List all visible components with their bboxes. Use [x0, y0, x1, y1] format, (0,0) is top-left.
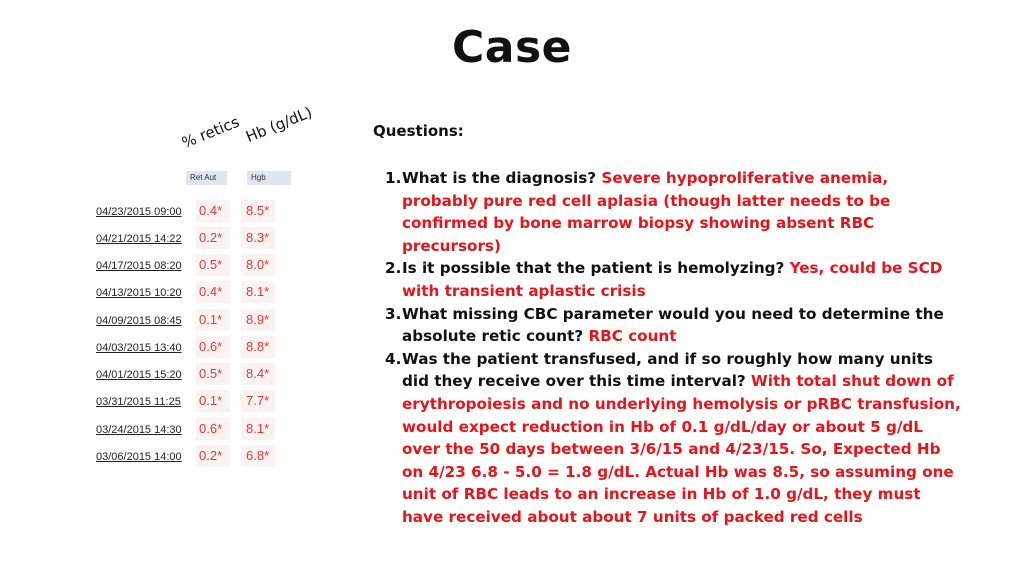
question-number: 3.: [385, 304, 402, 323]
ret-value: 0.2*: [199, 448, 223, 463]
result-date-link[interactable]: 04/13/2015 10:20: [96, 287, 182, 299]
answer-text: RBC count: [588, 327, 677, 346]
hgb-value: 8.9*: [246, 312, 270, 327]
result-date-link[interactable]: 03/31/2015 11:25: [96, 396, 181, 408]
ret-value: 0.4*: [199, 284, 223, 299]
result-date-link[interactable]: 04/21/2015 14:22: [96, 233, 182, 245]
slide-title: Case: [451, 22, 572, 73]
answer-text: Severe hypoproliferative anemia, probably pure red cell aplasia (though latter needs to be confirmed by bone marrow biopsy showing absent RBC precursors): [402, 169, 891, 255]
hgb-header: Hgb: [247, 171, 291, 185]
question-text: Was the patient transfused, and if so roughly how many units did they receive over this time interval?: [402, 349, 933, 391]
ret-value: 0.5*: [199, 257, 223, 272]
hb-column-label: Hb (g/dL): [243, 103, 315, 146]
result-date-link[interactable]: 04/23/2015 09:00: [96, 206, 182, 218]
ret-value: 0.6*: [199, 339, 223, 354]
question-text: What is the diagnosis?: [402, 169, 602, 187]
hgb-value: 8.5*: [246, 203, 270, 218]
result-date-link[interactable]: 03/06/2015 14:00: [96, 451, 182, 463]
result-date-link[interactable]: 04/03/2015 13:40: [96, 342, 182, 354]
hgb-value: 8.0*: [246, 257, 270, 272]
hgb-value: 6.8*: [246, 448, 270, 463]
question-number: 2.: [385, 259, 402, 278]
result-date-link[interactable]: 04/09/2015 08:45: [96, 315, 182, 327]
question-text: Is it possible that the patient is hemolyzing?: [402, 259, 790, 278]
ret-value: 0.2*: [199, 230, 223, 245]
hgb-value: 7.7*: [246, 393, 270, 408]
ret-value: 0.1*: [199, 393, 223, 408]
ret-value: 0.4*: [199, 203, 223, 218]
result-date-link[interactable]: 03/24/2015 14:30: [96, 424, 182, 436]
question-number: 1.: [385, 169, 402, 187]
answer-text: With total shut down of erythropoiesis and no underlying hemolysis or pRBC transfusion, would expect reduction in Hb of 0.1 g/dL/day or about 5 g/dL over the 50 days between 3/6/15 and 4/23/15. So, Expected Hb on 4/23 6.8 - 5.0 = 1.8 g/dL. Actual Hb was 8.5, so assuming one unit of RBC leads to an increase in Hb of 1.0 g/dL, they must have received about about 7 units of packed red cells: [402, 372, 961, 526]
question-text: What missing CBC parameter would you need to determine the absolute retic count?: [402, 304, 944, 346]
hgb-value: 8.1*: [246, 284, 270, 299]
hgb-value: 8.8*: [246, 339, 270, 354]
result-date-link[interactable]: 04/01/2015 15:20: [96, 369, 182, 381]
ret-aut-header: Ret Aut: [186, 171, 227, 185]
question-item: [385, 257, 965, 302]
questions-heading: Questions:: [373, 122, 464, 140]
ret-value: 0.1*: [199, 312, 223, 327]
hgb-value: 8.3*: [246, 230, 270, 245]
question-item: [385, 348, 965, 529]
result-date-link[interactable]: 04/17/2015 08:20: [96, 260, 182, 272]
retics-column-label: % retics: [179, 112, 242, 152]
hgb-value: 8.4*: [246, 366, 270, 381]
ret-value: 0.5*: [199, 366, 223, 381]
ret-value: 0.6*: [199, 421, 223, 436]
question-item: [385, 303, 965, 348]
question-number: 4.: [385, 349, 402, 368]
answer-text: Yes, could be SCD with transient aplastic crisis: [402, 259, 943, 300]
question-item: [385, 167, 965, 257]
hgb-value: 8.1*: [246, 421, 270, 436]
questions-list: [385, 167, 965, 529]
